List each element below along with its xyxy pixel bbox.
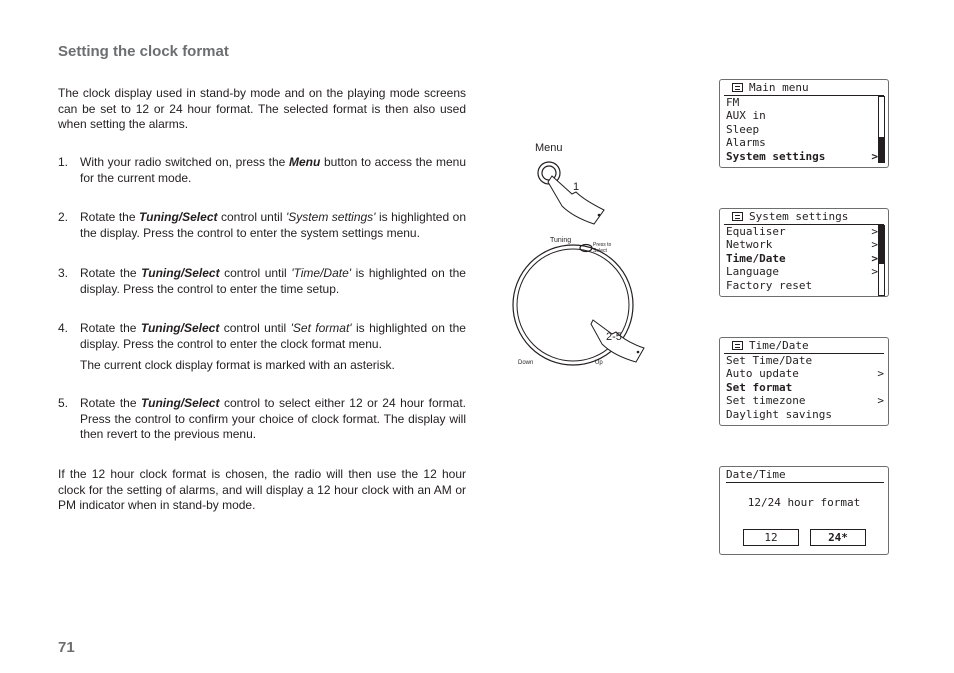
submenu-arrow-icon: >	[871, 251, 878, 265]
step-text-quote: 'System settings'	[286, 210, 376, 224]
step-4	[58, 321, 466, 374]
page-number: 71	[58, 639, 75, 656]
menu-item-label: System settings	[726, 149, 826, 163]
menu-item-label: Time/Date	[726, 251, 786, 265]
step-2	[58, 210, 466, 241]
menu-item[interactable]	[726, 109, 878, 122]
step-3	[58, 266, 466, 297]
step-text-bold: Tuning/Select	[139, 210, 218, 224]
menu-item[interactable]	[726, 367, 884, 380]
menu-item[interactable]	[726, 408, 884, 421]
step-text	[80, 396, 466, 443]
step-number: 4.	[58, 321, 69, 335]
step-text-mid: button to access the menu for the current mode.	[80, 155, 466, 185]
menu-list-icon	[732, 83, 743, 92]
menu-item-label: Sleep	[726, 122, 760, 136]
menu-item[interactable]	[726, 252, 878, 265]
menu-item[interactable]	[726, 394, 884, 407]
step-text-bold: Tuning/Select	[141, 266, 220, 280]
submenu-arrow-icon: >	[871, 225, 878, 238]
step-text-quote: 'Set format'	[290, 321, 352, 335]
step-text-pre: Rotate the	[80, 266, 142, 280]
menu-item-label: FM	[726, 96, 740, 109]
lcd-title: Main menu	[749, 81, 809, 94]
step-text-bold: Tuning/Select	[141, 396, 220, 410]
step-number: 1.	[58, 155, 69, 169]
callout-steps-2-5: 2-5	[606, 331, 622, 343]
menu-button-label: Menu	[535, 142, 563, 154]
controls-illustration	[500, 140, 670, 380]
step-text-mid: control until	[217, 210, 287, 224]
submenu-arrow-icon: >	[871, 238, 878, 252]
menu-item[interactable]	[726, 225, 878, 238]
menu-item-label: Auto update	[726, 367, 799, 381]
step-text-pre: Rotate the	[80, 396, 142, 410]
menu-item-label: Set Time/Date	[726, 354, 813, 367]
option-24-hour: 24*	[810, 529, 866, 546]
step-text-post: is highlighted on the display. Press the control to enter the system settings menu.	[80, 210, 466, 240]
menu-item[interactable]	[726, 381, 884, 394]
step-5	[58, 396, 466, 443]
lcd-title: Time/Date	[749, 339, 809, 352]
menu-item-label: Set timezone	[726, 394, 806, 408]
callout-step-1: 1	[573, 181, 580, 193]
step-text-post: is highlighted on the display. Press the control to enter the time setup.	[80, 266, 466, 296]
step-text-pre: With your radio switched on, press the	[80, 155, 289, 169]
menu-item[interactable]	[726, 265, 878, 278]
menu-item[interactable]	[726, 150, 878, 163]
menu-item-label: Daylight savings	[726, 407, 832, 421]
step-text-mid: control until	[219, 266, 292, 280]
menu-item-label: Alarms	[726, 136, 766, 150]
step-text	[80, 266, 466, 297]
menu-item-label: Equaliser	[726, 225, 786, 238]
submenu-arrow-icon: >	[877, 367, 884, 381]
step-text-bold: Menu	[288, 155, 321, 169]
step-number: 2.	[58, 210, 69, 224]
menu-item-label: AUX in	[726, 109, 766, 123]
scrollbar	[878, 96, 885, 163]
option-12-hour: 12	[743, 529, 799, 546]
scrollbar	[878, 225, 885, 296]
controls-drawing	[500, 140, 670, 380]
step-text	[80, 321, 466, 352]
closing-paragraph: If the 12 hour clock format is chosen, the radio will then use the 12 hour clock for the setting of alarms, and will display a 12 hour clock with an AM or PM indicator when in stand-by mode.	[58, 467, 466, 512]
step-note: The current clock display format is marked with an asterisk.	[80, 358, 395, 372]
step-text-post: is highlighted on the display. Press the control to enter the clock format menu.	[80, 321, 466, 351]
menu-item[interactable]	[726, 136, 878, 149]
lcd-system-settings	[719, 208, 889, 297]
menu-list-icon	[732, 212, 743, 221]
step-text-pre: Rotate the	[80, 210, 140, 224]
step-1	[58, 155, 466, 186]
menu-item[interactable]	[726, 96, 878, 109]
lcd-subtitle: 12/24 hour format	[747, 496, 861, 509]
lcd-time-date	[719, 337, 889, 426]
step-text-mid: control until	[219, 321, 291, 335]
step-text-quote: 'Time/Date'	[291, 266, 352, 280]
tuning-label: Tuning	[550, 237, 572, 244]
select-label: Select	[593, 248, 607, 254]
step-text-bold: Tuning/Select	[140, 321, 220, 335]
menu-item-label: Language	[726, 265, 779, 279]
section-heading: Setting the clock format	[58, 43, 229, 60]
submenu-arrow-icon: >	[877, 394, 884, 408]
menu-item-label: Set format	[726, 380, 793, 394]
menu-list-icon	[732, 341, 743, 350]
lcd-clock-format	[719, 466, 889, 555]
menu-item[interactable]	[726, 238, 878, 251]
lcd-title: Date/Time	[726, 468, 884, 483]
step-number: 3.	[58, 266, 69, 280]
lcd-main-menu	[719, 79, 889, 168]
menu-item[interactable]	[726, 279, 878, 292]
submenu-arrow-icon: >	[871, 149, 878, 163]
up-label: Up	[595, 360, 603, 366]
press-to-label: Press to	[593, 242, 612, 248]
step-text-pre: Rotate the	[80, 321, 141, 335]
intro-paragraph: The clock display used in stand-by mode and on the playing mode screens can be set to 12 or 24 hour format. The selected format is then also used when setting the alarms.	[58, 86, 466, 131]
menu-item[interactable]	[726, 123, 878, 136]
menu-item-label: Factory reset	[726, 278, 813, 292]
menu-item-label: Network	[726, 238, 773, 252]
step-number: 5.	[58, 396, 69, 410]
step-text-mid: control to select either 12 or 24 hour format. Press the control to confirm your choice of clock format. The display will then revert to the previous menu.	[80, 396, 466, 441]
step-text	[80, 210, 466, 241]
down-label: Down	[518, 360, 534, 366]
lcd-title: System settings	[749, 210, 849, 223]
menu-item[interactable]	[726, 354, 884, 367]
submenu-arrow-icon: >	[871, 265, 878, 279]
step-text	[80, 155, 466, 186]
